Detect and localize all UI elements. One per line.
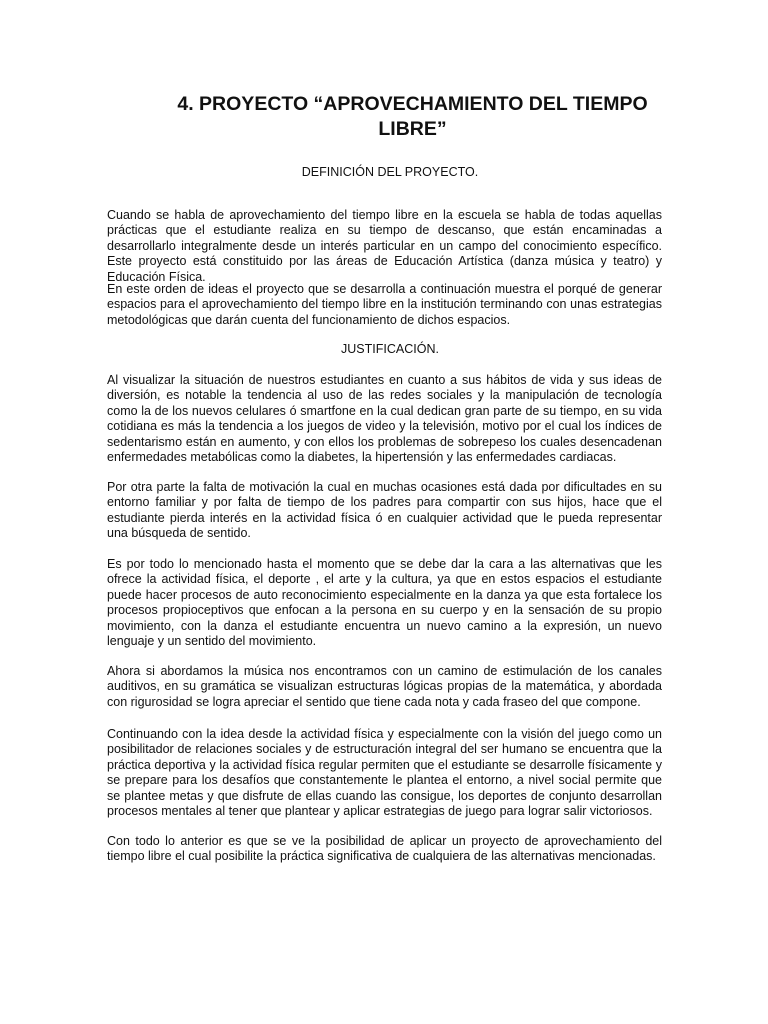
paragraph-justification-3: Es por todo lo mencionado hasta el momento que se debe dar la cara a las alternativas que les ofrece la actividad física, el deporte , el arte y la cultura, ya que en estos espacios el estudiante puede hacer procesos de auto reconocimiento especialmente en la danza ya que esta fortalece los procesos propioceptivos que enfocan a la persona en su cuerpo y en la sensación de su propio movimiento, con la danza el estudiante encuentra un nuevo camino a la expresión, un nuevo lenguaje y un sentido del movimiento. (107, 557, 662, 649)
section-heading-definition: DEFINICIÓN DEL PROYECTO. (301, 165, 479, 179)
paragraph-justification-2: Por otra parte la falta de motivación la cual en muchas ocasiones está dada por dificultades en su entorno familiar y por falta de tiempo de los padres para compartir con sus hijos, hace que el estudiante pierda interés en la actividad física ó en cualquier actividad que le pueda representar una búsqueda de sentido. (107, 480, 662, 541)
paragraph-justification-4: Ahora si abordamos la música nos encontramos con un camino de estimulación de los canales auditivos, en su gramática se visualizan estructuras lógicas propias de la matemática, y abordada con rigurosidad se logra apreciar el sentido que tiene cada nota y cada fraseo del que compone. (107, 664, 662, 709)
paragraph-justification-5: Continuando con la idea desde la actividad física y especialmente con la visión del juego como un posibilitador de relaciones sociales y de estructuración integral del ser humano se encuentra que la práctica deportiva y la actividad física regular permiten que el estudiante se desarrolle físicamente y se prepare para los desafíos que constantemente le plantea el entorno, a nivel social permite que se plantee metas y que disfrute de ellas cuando las consigue, los deportes de conjunto desarrollan procesos mentales al tener que plantear y aplicar estrategias de juego para lograr salir victoriosos. (107, 727, 662, 819)
document-title: 4. PROYECTO “APROVECHAMIENTO DEL TIEMPO LIBRE” (177, 93, 648, 140)
paragraph-justification-1: Al visualizar la situación de nuestros estudiantes en cuanto a sus hábitos de vida y sus ideas de diversión, es notable la tendencia al uso de las redes sociales y la manipulación de tecnología como la de los nuevos celulares ó smartfone en la cual dedican gran parte de su tiempo, en su vida cotidiana es más la tendencia a los juegos de video y la televisión, motivo por el cual los índices de sedentarismo están en aumento, y con ellos los problemas de sobrepeso los cuales desencadenan enfermedades metabólicas como la diabetes, la hipertensión y las enfermedades cardiacas. (107, 373, 662, 465)
paragraph-definition-2: En este orden de ideas el proyecto que se desarrolla a continuación muestra el porqué de generar espacios para el aprovechamiento del tiempo libre en la institución terminando con unas estrategias metodológicas que darán cuenta del funcionamiento de dichos espacios. (107, 282, 662, 327)
paragraph-definition-1: Cuando se habla de aprovechamiento del tiempo libre en la escuela se habla de todas aquellas prácticas que el estudiante realiza en su tiempo de descanso, que están encaminadas a desarrollarlo integralmente desde un interés particular en un campo del conocimiento específico. Este proyecto está constituido por las áreas de Educación Artística (danza música y teatro) y Educación Física. (107, 208, 662, 284)
paragraph-justification-6: Con todo lo anterior es que se ve la posibilidad de aplicar un proyecto de aprovechamiento del tiempo libre el cual posibilite la práctica significativa de cualquiera de las alternativas mencionadas. (107, 834, 662, 864)
section-heading-justification: JUSTIFICACIÓN. (341, 342, 439, 356)
